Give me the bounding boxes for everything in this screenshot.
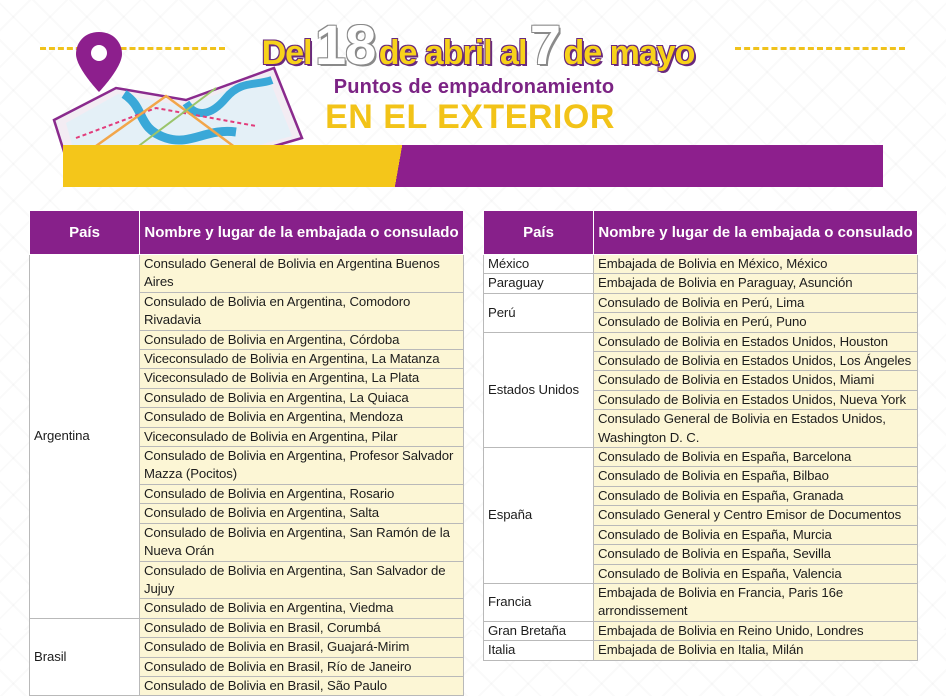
place-cell: Consulado de Bolivia en Brasil, Río de Janeiro [140, 657, 464, 676]
headline-suffix: de mayo [563, 34, 695, 72]
place-cell: Consulado de Bolivia en Argentina, Mendoza [140, 408, 464, 427]
place-cell: Consulado General y Centro Emisor de Documentos [594, 506, 918, 525]
country-cell: Brasil [30, 618, 140, 696]
place-cell: Consulado de Bolivia en Brasil, Guajará-Mirim [140, 638, 464, 657]
country-cell: Gran Bretaña [484, 621, 594, 640]
place-cell: Consulado de Bolivia en Argentina, San Salvador de Jujuy [140, 561, 464, 599]
place-cell: Consulado General de Bolivia en Estados Unidos, Washington D. C. [594, 410, 918, 448]
table-row [484, 641, 918, 660]
place-cell: Consulado de Bolivia en Argentina, San Ramón de la Nueva Orán [140, 523, 464, 561]
header-country: País [30, 211, 140, 255]
country-cell: Paraguay [484, 274, 594, 293]
place-cell: Consulado de Bolivia en Estados Unidos, Los Ángeles [594, 352, 918, 371]
table-row [484, 274, 918, 293]
place-cell: Viceconsulado de Bolivia en Argentina, Pilar [140, 427, 464, 446]
headline-middle: de abril al [378, 34, 527, 72]
country-cell: México [484, 255, 594, 274]
place-cell: Consulado de Bolivia en España, Granada [594, 486, 918, 505]
country-cell: España [484, 448, 594, 584]
table-header-row [30, 211, 464, 255]
place-cell: Viceconsulado de Bolivia en Argentina, La Matanza [140, 350, 464, 369]
place-cell: Embajada de Bolivia en Italia, Milán [594, 641, 918, 660]
place-cell: Embajada de Bolivia en Reino Unido, Londres [594, 621, 918, 640]
place-cell: Consulado General de Bolivia en Argentina Buenos Aires [140, 255, 464, 293]
headline-prefix: Del [261, 34, 312, 72]
place-cell: Consulado de Bolivia en Estados Unidos, Miami [594, 371, 918, 390]
country-cell: Argentina [30, 255, 140, 619]
table-row [30, 255, 464, 293]
country-cell: Perú [484, 293, 594, 332]
table-row [484, 332, 918, 351]
table-row [484, 293, 918, 312]
place-cell: Embajada de Bolivia en Francia, Paris 16e arrondissement [594, 583, 918, 621]
place-cell: Consulado de Bolivia en Perú, Lima [594, 293, 918, 312]
dashed-divider-right [735, 47, 905, 50]
map-pin-icon [76, 32, 122, 92]
place-cell: Consulado de Bolivia en Argentina, Viedma [140, 599, 464, 618]
table-header-row [484, 211, 918, 255]
place-cell: Consulado de Bolivia en España, Sevilla [594, 545, 918, 564]
table-row [484, 255, 918, 274]
consulates-table-right [483, 210, 918, 661]
place-cell: Consulado de Bolivia en España, Barcelona [594, 448, 918, 467]
place-cell: Consulado de Bolivia en Argentina, Salta [140, 504, 464, 523]
country-cell: Francia [484, 583, 594, 621]
header-country: País [484, 211, 594, 255]
table-row [484, 448, 918, 467]
place-cell: Consulado de Bolivia en Argentina, Rosario [140, 484, 464, 503]
table-row [484, 621, 918, 640]
place-cell: Consulado de Bolivia en España, Valencia [594, 564, 918, 583]
place-cell: Consulado de Bolivia en Brasil, Corumbá [140, 618, 464, 637]
country-cell: Italia [484, 641, 594, 660]
page-title: EN EL EXTERIOR [325, 98, 615, 136]
table-body-right [484, 255, 918, 661]
page-subtitle: Puntos de empadronamiento [333, 76, 615, 98]
date-headline [228, 12, 728, 77]
place-cell: Consulado de Bolivia en España, Bilbao [594, 467, 918, 486]
table-body-left [30, 255, 464, 696]
table-row [484, 583, 918, 621]
place-cell: Consulado de Bolivia en Perú, Puno [594, 313, 918, 332]
place-cell: Consulado de Bolivia en Argentina, La Quiaca [140, 388, 464, 407]
place-cell: Embajada de Bolivia en Paraguay, Asunción [594, 274, 918, 293]
place-cell: Embajada de Bolivia en México, México [594, 255, 918, 274]
headline-start-day: 18 [314, 13, 376, 76]
place-cell: Consulado de Bolivia en Estados Unidos, Nueva York [594, 390, 918, 409]
place-cell: Consulado de Bolivia en Argentina, Comodoro Rivadavia [140, 292, 464, 330]
consulates-table-left [29, 210, 464, 696]
place-cell: Consulado de Bolivia en España, Murcia [594, 525, 918, 544]
place-cell: Consulado de Bolivia en Argentina, Córdoba [140, 330, 464, 349]
header-place: Nombre y lugar de la embajada o consulado [140, 211, 464, 255]
color-band [63, 145, 883, 187]
header-place: Nombre y lugar de la embajada o consulado [594, 211, 918, 255]
place-cell: Consulado de Bolivia en Brasil, São Paulo [140, 676, 464, 695]
country-cell: Estados Unidos [484, 332, 594, 447]
place-cell: Viceconsulado de Bolivia en Argentina, La Plata [140, 369, 464, 388]
table-row [30, 618, 464, 637]
place-cell: Consulado de Bolivia en Estados Unidos, Houston [594, 332, 918, 351]
place-cell: Consulado de Bolivia en Argentina, Profesor Salvador Mazza (Pocitos) [140, 447, 464, 485]
headline-end-day: 7 [529, 13, 561, 76]
